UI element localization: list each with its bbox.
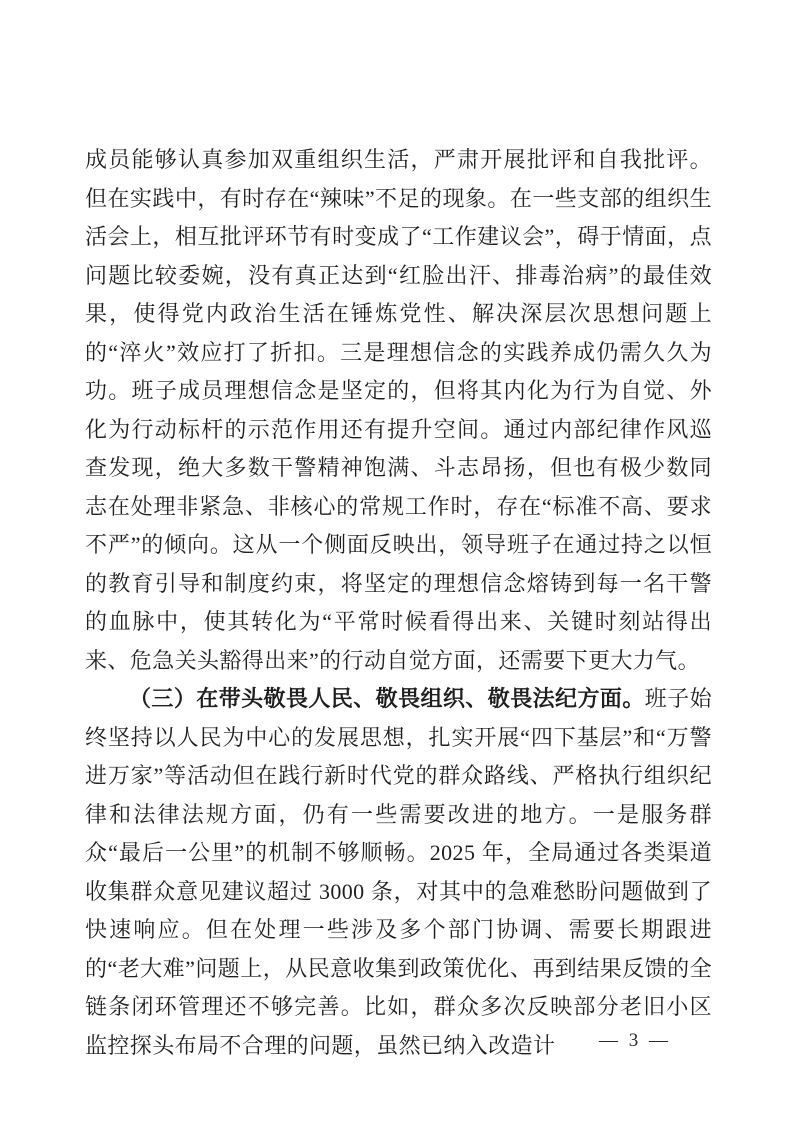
document-body: [85, 141, 712, 1065]
section-three-heading: （三）在带头敬畏人民、敬畏组织、敬畏法纪方面。: [129, 686, 645, 711]
section-three-body: 班子始终坚持以人民为中心的发展思想，扎实开展“四下基层”和“万警进万家”等活动但在践行新时代党的群众路线、严格执行组织纪律和法律法规方面，仍有一些需要改进的地方。一是服务群众“最后一公里”的机制不够顺畅。2025 年，全局通过各类渠道收集群众意见建议超过 3000 条，对其中的急难愁盼问题做到了快速响应。但在处理一些涉及多个部门协调、需要长期跟进的“老大难”问题上，从民意收集到政策优化、再到结果反馈的全链条闭环管理还不够完善。比如，群众多次反映部分老旧小区监控探头布局不合理的问题，虽然已纳入改造计: [85, 686, 712, 1058]
paragraph-continuation-text: 成员能够认真参加双重组织生活，严肃开展批评和自我批评。但在实践中，有时存在“辣味”不足的现象。在一些支部的组织生活会上，相互批评环节有时变成了“工作建议会”，碍于情面，点问题比较委婉，没有真正达到“红脸出汗、排毒治病”的最佳效果，使得党内政治生活在锤炼党性、解决深层次思想问题上的“淬火”效应打了折扣。三是理想信念的实践养成仍需久久为功。班子成员理想信念是坚定的，但将其内化为行为自觉、外化为行动标杆的示范作用还有提升空间。通过内部纪律作风巡查发现，绝大多数干警精神饱满、斗志昂扬，但也有极少数同志在处理非紧急、非核心的常规工作时，存在“标准不高、要求不严”的倾向。这从一个侧面反映出，领导班子在通过持之以恒的教育引导和制度约束，将坚定的理想信念熔铸到每一名干警的血脉中，使其转化为“平常时候看得出来、关键时刻站得出来、危急关头豁得出来”的行动自觉方面，还需要下更大力气。: [85, 147, 712, 673]
paragraph-section-three: [85, 680, 712, 1065]
paragraph-continuation: [85, 141, 712, 680]
page-number: — 3 —: [599, 1030, 671, 1051]
